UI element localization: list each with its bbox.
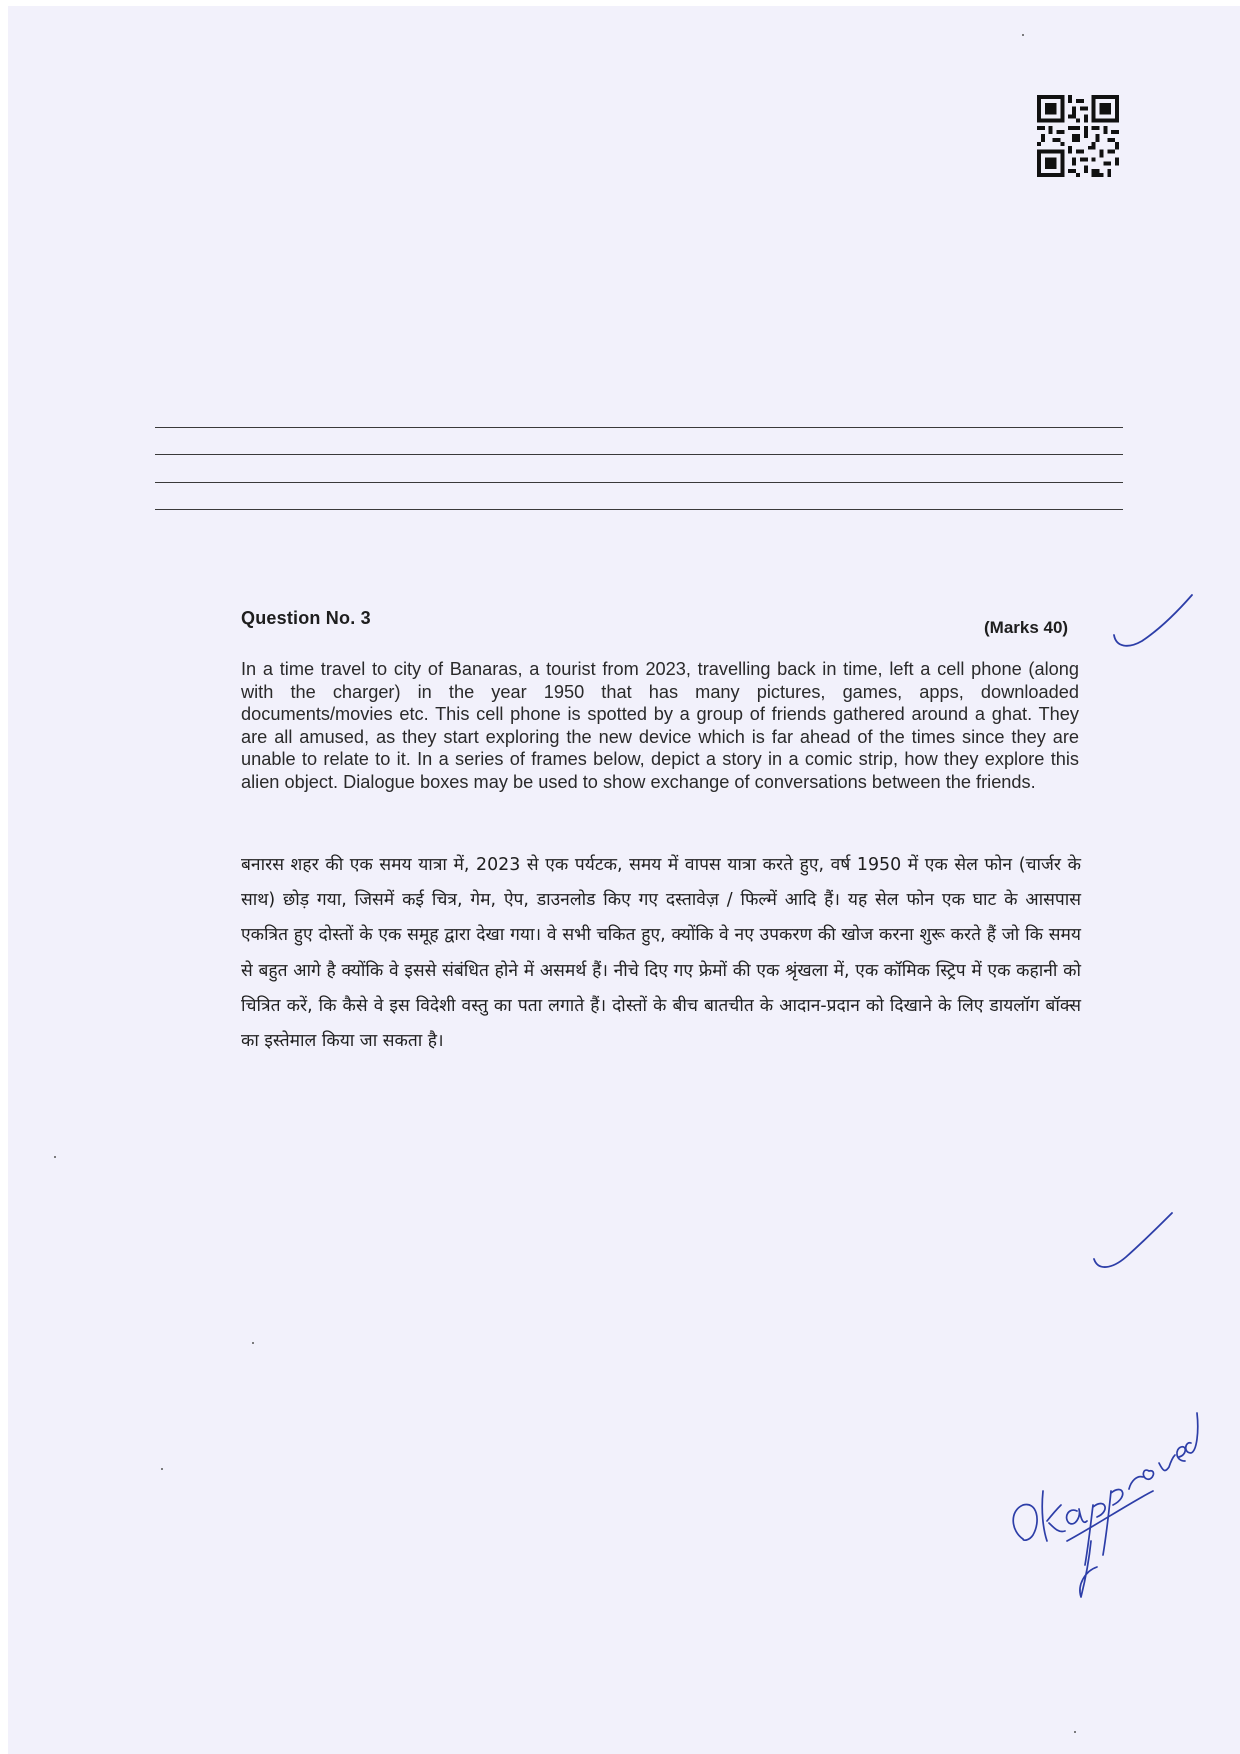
scan-speck [1074, 1731, 1076, 1733]
scan-speck [1022, 34, 1024, 36]
ruled-line-2 [155, 454, 1123, 455]
question-heading: Question No. 3 [241, 608, 371, 628]
ruled-line-3 [155, 482, 1123, 483]
ruled-line-1 [155, 427, 1123, 428]
question-text-english: In a time travel to city of Banaras, a tourist from 2023, travelling back in time, left a cell phone (along with the charger) in the year 1950 that has many pictures, games, apps, downloaded documents/movies etc. This cell phone is spotted by a group of friends gathered around a ghat. They are all amused, as they start exploring the new device which is far ahead of the times since they are unable to relate to it. In a series of frames below, depict a story in a comic strip, how they explore this alien object. Dialogue boxes may be used to show exchange of conversations between the friends. [241, 659, 1079, 792]
question-text-hindi: बनारस शहर की एक समय यात्रा में, 2023 से एक पर्यटक, समय में वापस यात्रा करते हुए, वर्ष 1950 में एक सेल फोन (चार्जर के साथ) छोड़ गया, जिसमें कई चित्र, गेम, ऐप, डाउनलोड किए गए दस्तावेज़ / फिल्में आदि हैं। यह सेल फोन एक घाट के आसपास एकत्रित हुए दोस्तों के एक समूह द्वारा देखा गया। वे सभी चकित हुए, क्योंकि वे नए उपकरण की खोज करना शुरू करते हैं जो कि समय से बहुत आगे है क्योंकि वे इससे संबंधित होने में असमर्थ हैं। नीचे दिए गए फ्रेमों की एक श्रृंखला में, एक कॉमिक स्ट्रिप में एक कहानी को चित्रित करें, कि कैसे वे इस विदेशी वस्तु का पता लगाते हैं। दोस्तों के बीच बातचीत के आदान-प्रदान को दिखाने के लिए डायलॉग बॉक्स का इस्तेमाल किया जा सकता है। [241, 855, 1081, 1052]
ruled-line-4 [155, 509, 1123, 510]
tick-mark-bottom [1088, 1211, 1178, 1271]
tick-mark-top [1108, 591, 1198, 651]
scan-speck [161, 1468, 163, 1470]
handwritten-approval-signature [993, 1371, 1208, 1601]
qr-code-icon [1037, 95, 1119, 177]
question-marks: (Marks 40) [984, 618, 1069, 637]
scan-speck [252, 1342, 254, 1344]
scan-speck [54, 1156, 56, 1158]
